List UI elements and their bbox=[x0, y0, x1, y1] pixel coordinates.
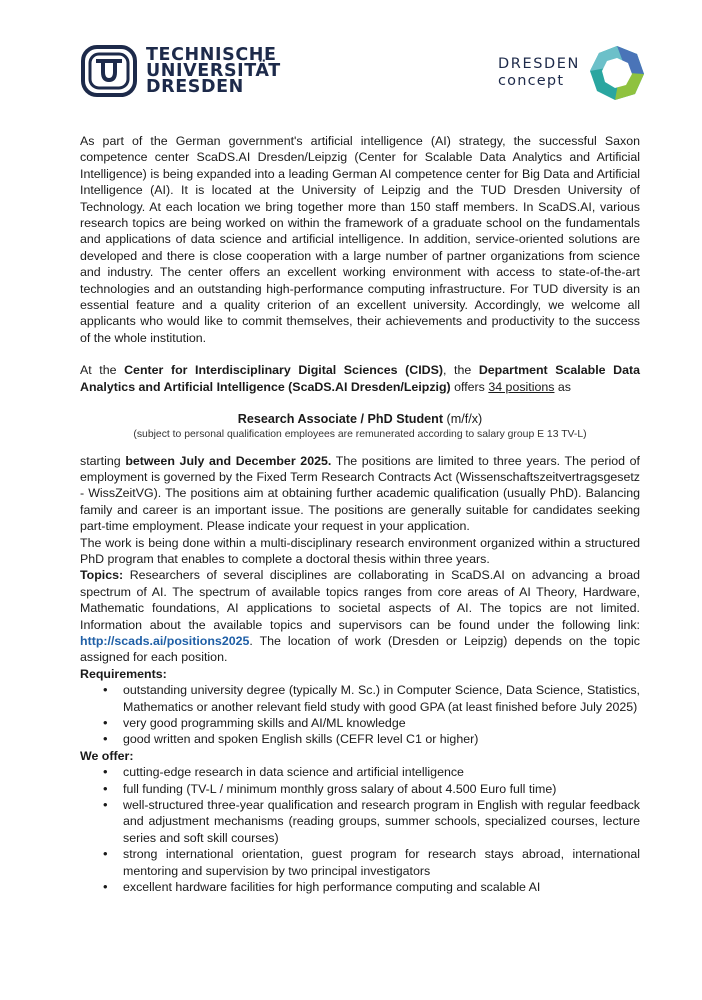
requirements-list bbox=[80, 682, 640, 748]
start-paragraph bbox=[80, 453, 640, 535]
offer-suffix: as bbox=[554, 379, 571, 394]
dresden-concept-line-2: concept bbox=[498, 73, 565, 89]
tud-line-3: DRESDEN bbox=[146, 77, 244, 97]
position-title: Research Associate / PhD Student bbox=[237, 412, 444, 427]
topics-after-link: . The location of work (Dresden or Leipzig) depends on the topic assigned for each position. bbox=[80, 633, 640, 665]
list-item: • excellent hardware facilities for high performance computing and scalable AI bbox=[123, 879, 640, 895]
offer-prefix: At the bbox=[80, 363, 125, 378]
offer-offers: offers bbox=[450, 379, 489, 394]
tud-line-2: UNIVERSITÄT bbox=[146, 61, 281, 81]
offer-line bbox=[80, 362, 640, 395]
list-item: • strong international orientation, guest program for research stays abroad, international mentoring and supervision by two principal investigators bbox=[123, 846, 640, 879]
start-period: between July and December 2025. bbox=[125, 453, 332, 468]
list-item: • good written and spoken English skills (CEFR level C1 or higher) bbox=[123, 731, 640, 747]
intro-paragraph: As part of the German government's artificial intelligence (AI) strategy, the successful Saxon competence center ScaDS.AI Dresden/Leipzig (Center for Scalable Data Analytics and Artificial Intelligence) is being expanded into a leading German AI competence center for Big Data and Artificial Intelligence (AI). It is located at the University of Leipzig and the TUD Dresden University of Technology. At each location we bring together more than 150 staff members. In ScaDS.AI, various research topics are being worked on within the framework of a graduate school on the fundamentals and applications of data science and artificial intelligence. In addition, service-oriented solutions are developed and there is close cooperation with a large number of partner organizations from science and industry. The center offers an excellent working environment with access to state-of-the-art technologies and an outstanding high-performance computing infrastructure. For TUD diversity is an essential feature and a quality criterion of an excellent university. Accordingly, we welcome all applicants who would like to commit themselves, their achievements and productivity to the success of the whole institution. bbox=[80, 134, 640, 345]
we-offer-heading: We offer: bbox=[80, 748, 134, 763]
dresden-concept-logo bbox=[498, 44, 646, 102]
work-paragraph: The work is being done within a multi-disciplinary research environment organized within a structured PhD program that enables to complete a doctoral thesis within three years. bbox=[80, 535, 640, 566]
job-posting-body bbox=[80, 133, 640, 895]
dresden-concept-ring-icon bbox=[588, 44, 646, 102]
topics-label: Topics: bbox=[80, 568, 124, 583]
tud-logo bbox=[80, 42, 281, 100]
we-offer-list bbox=[80, 764, 640, 895]
list-item: • very good programming skills and AI/ML knowledge bbox=[123, 715, 640, 731]
tud-wordmark bbox=[146, 47, 281, 95]
start-rest: The positions are limited to three years. The period of employment is governed by the Fixed Term Research Contracts Act (Wissenschaftszeitvertragsgesetz - WissZeitVG). The positions aim at obtaining further academic qualification (usually PhD). Balancing family and career is an important issue. The positions are generally suitable for candidates seeking part-time employment. Please indicate your request in your application. bbox=[80, 453, 640, 534]
list-item: • full funding (TV-L / minimum monthly gross salary of about 4.500 Euro full time) bbox=[123, 781, 640, 797]
topics-text: Researchers of several disciplines are collaborating in ScaDS.AI on advancing a broad spectrum of AI. The spectrum of available topics ranges from core areas of AI Theory, Hardware, Mathematic foundations, AI applications to societal aspects of AI. The topics are not limited. Information about the available topics and supervisors can be found under the following link: bbox=[80, 568, 640, 632]
position-subtitle: (subject to personal qualification employees are remunerated according to salary group E 13 TV-L) bbox=[133, 428, 587, 440]
list-item: • cutting-edge research in data science and artificial intelligence bbox=[123, 764, 640, 780]
list-item: • outstanding university degree (typically M. Sc.) in Computer Science, Data Science, Statistics, Mathematics or another relevant field study with good GPA (at least finished before July 2025) bbox=[123, 682, 640, 715]
cids-name: Center for Interdisciplinary Digital Sciences (CIDS) bbox=[124, 363, 443, 378]
requirements-heading: Requirements: bbox=[80, 666, 167, 681]
page-header bbox=[0, 0, 702, 110]
tud-emblem-icon bbox=[80, 42, 138, 100]
position-title-line bbox=[80, 411, 640, 427]
positions-count: 34 positions bbox=[488, 379, 555, 394]
start-prefix: starting bbox=[80, 453, 126, 468]
dresden-concept-wordmark bbox=[498, 56, 580, 90]
list-item: • well-structured three-year qualification and research program in English with regular feedback and adjustment mechanisms (reading groups, summer schools, specialized courses, lecture series and soft skill courses) bbox=[123, 797, 640, 846]
position-gender: (m/f/x) bbox=[443, 412, 483, 427]
offer-mid: , the bbox=[442, 363, 479, 378]
tud-line-1: TECHNISCHE bbox=[146, 45, 277, 65]
department-name: Department Scalable Data Analytics and Artificial Intelligence (ScaDS.AI Dresden/Leipzig) bbox=[80, 363, 640, 394]
positions-link[interactable]: http://scads.ai/positions2025 bbox=[80, 633, 250, 648]
dresden-concept-line-1: DRESDEN bbox=[498, 56, 580, 72]
topics-paragraph bbox=[80, 567, 640, 665]
